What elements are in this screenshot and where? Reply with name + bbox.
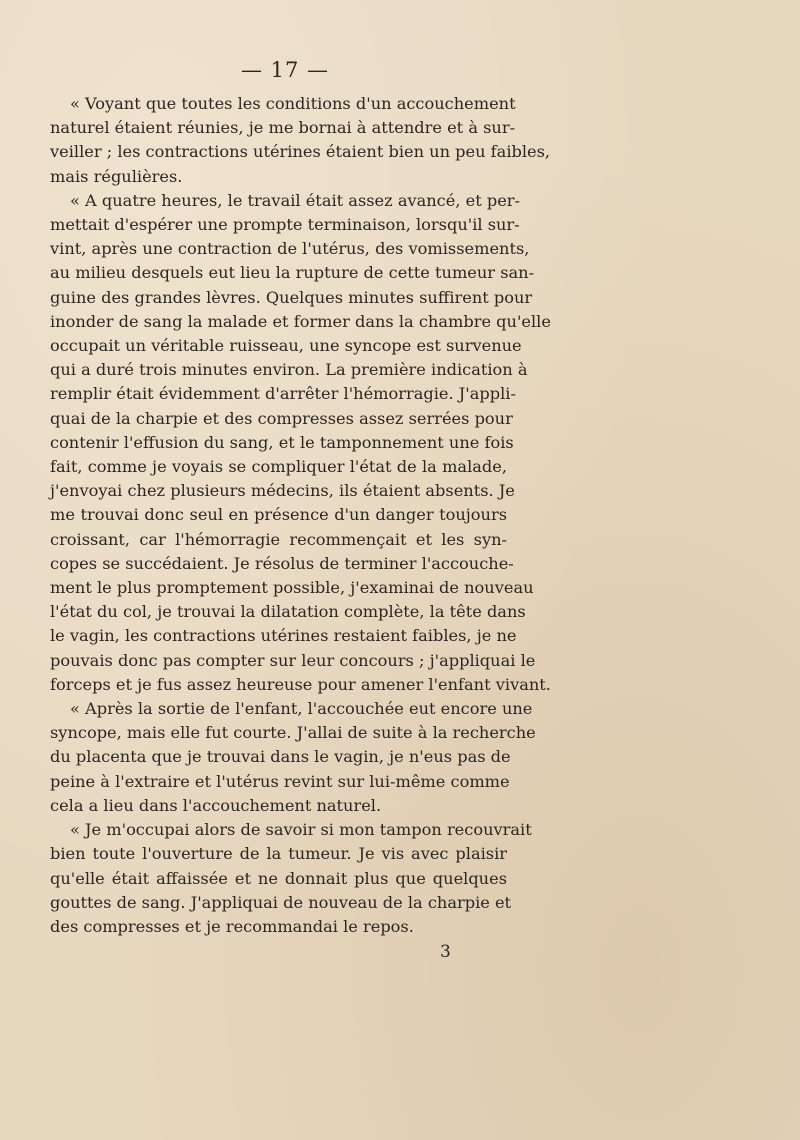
text-line: copes se succédaient. Je résolus de terminer l'accouche- xyxy=(50,553,514,573)
text-line: contenir l'effusion du sang, et le tamponnement une fois xyxy=(50,432,514,452)
text-line: le vagin, les contractions utérines restaient faibles, je ne xyxy=(50,626,517,646)
paragraph-3 xyxy=(50,697,536,818)
paragraph-1 xyxy=(50,92,551,189)
text-line: cela a lieu dans l'accouchement naturel. xyxy=(50,795,382,815)
text-line: remplir était évidemment d'arrêter l'hémorragie. J'appli- xyxy=(50,384,516,404)
text-line: « Après la sortie de l'enfant, l'accouchée eut encore une xyxy=(70,699,533,719)
text-line: pouvais donc pas compter sur leur concours ; j'appliquai le xyxy=(50,650,536,670)
text-line: peine à l'extraire et l'utérus revint sur lui-même comme xyxy=(50,771,510,791)
text-line: guine des grandes lèvres. Quelques minutes suffirent pour xyxy=(50,287,533,307)
text-line: j'envoyai chez plusieurs médecins, ils étaient absents. Je xyxy=(50,481,515,501)
text-line: qu'elle était affaissée et ne donnait plus que quelques xyxy=(50,868,507,888)
text-line: au milieu desquels eut lieu la rupture de cette tumeur san- xyxy=(50,263,535,283)
text-line: quai de la charpie et des compresses assez serrées pour xyxy=(50,408,513,428)
text-line: qui a duré trois minutes environ. La première indication à xyxy=(50,360,528,380)
text-line: forceps et je fus assez heureuse pour amener l'enfant vivant. xyxy=(50,674,551,694)
text-line: gouttes de sang. J'appliquai de nouveau de la charpie et xyxy=(50,892,512,912)
signature-mark: 3 xyxy=(440,942,451,962)
text-line: mettait d'espérer une prompte terminaison, lorsqu'il sur- xyxy=(50,215,520,235)
text-line: croissant, car l'hémorragie recommençait et les syn- xyxy=(50,529,507,549)
text-line: me trouvai donc seul en présence d'un danger toujours xyxy=(50,505,507,525)
text-line: « A quatre heures, le travail était assez avancé, et per- xyxy=(70,190,521,210)
paragraph-2 xyxy=(50,189,551,697)
text-line: l'état du col, je trouvai la dilatation complète, la tête dans xyxy=(50,602,526,622)
text-line: syncope, mais elle fut courte. J'allai de suite à la recherche xyxy=(50,723,536,743)
body-text xyxy=(50,92,551,939)
text-line: bien toute l'ouverture de la tumeur. Je vis avec plaisir xyxy=(50,844,507,864)
text-line: naturel étaient réunies, je me bornai à attendre et à sur- xyxy=(50,118,516,138)
text-line: veiller ; les contractions utérines étaient bien un peu faibles, xyxy=(50,142,551,162)
text-line: fait, comme je voyais se compliquer l'état de la malade, xyxy=(50,457,507,477)
text-line: inonder de sang la malade et former dans la chambre qu'elle xyxy=(50,311,551,331)
text-line: occupait un véritable ruisseau, une syncope est survenue xyxy=(50,336,522,356)
page-number: — 17 — xyxy=(240,58,330,82)
text-line: ment le plus promptement possible, j'examinai de nouveau xyxy=(50,578,534,598)
text-line: vint, après une contraction de l'utérus, des vomissements, xyxy=(50,239,530,259)
text-line: « Voyant que toutes les conditions d'un accouchement xyxy=(70,94,516,113)
text-line: « Je m'occupai alors de savoir si mon tampon recouvrait xyxy=(70,820,532,840)
text-line: du placenta que je trouvai dans le vagin, je n'eus pas de xyxy=(50,747,511,767)
text-line: des compresses et je recommandai le repos. xyxy=(50,916,414,936)
paragraph-4 xyxy=(50,818,532,939)
text-line: mais régulières. xyxy=(50,166,183,186)
